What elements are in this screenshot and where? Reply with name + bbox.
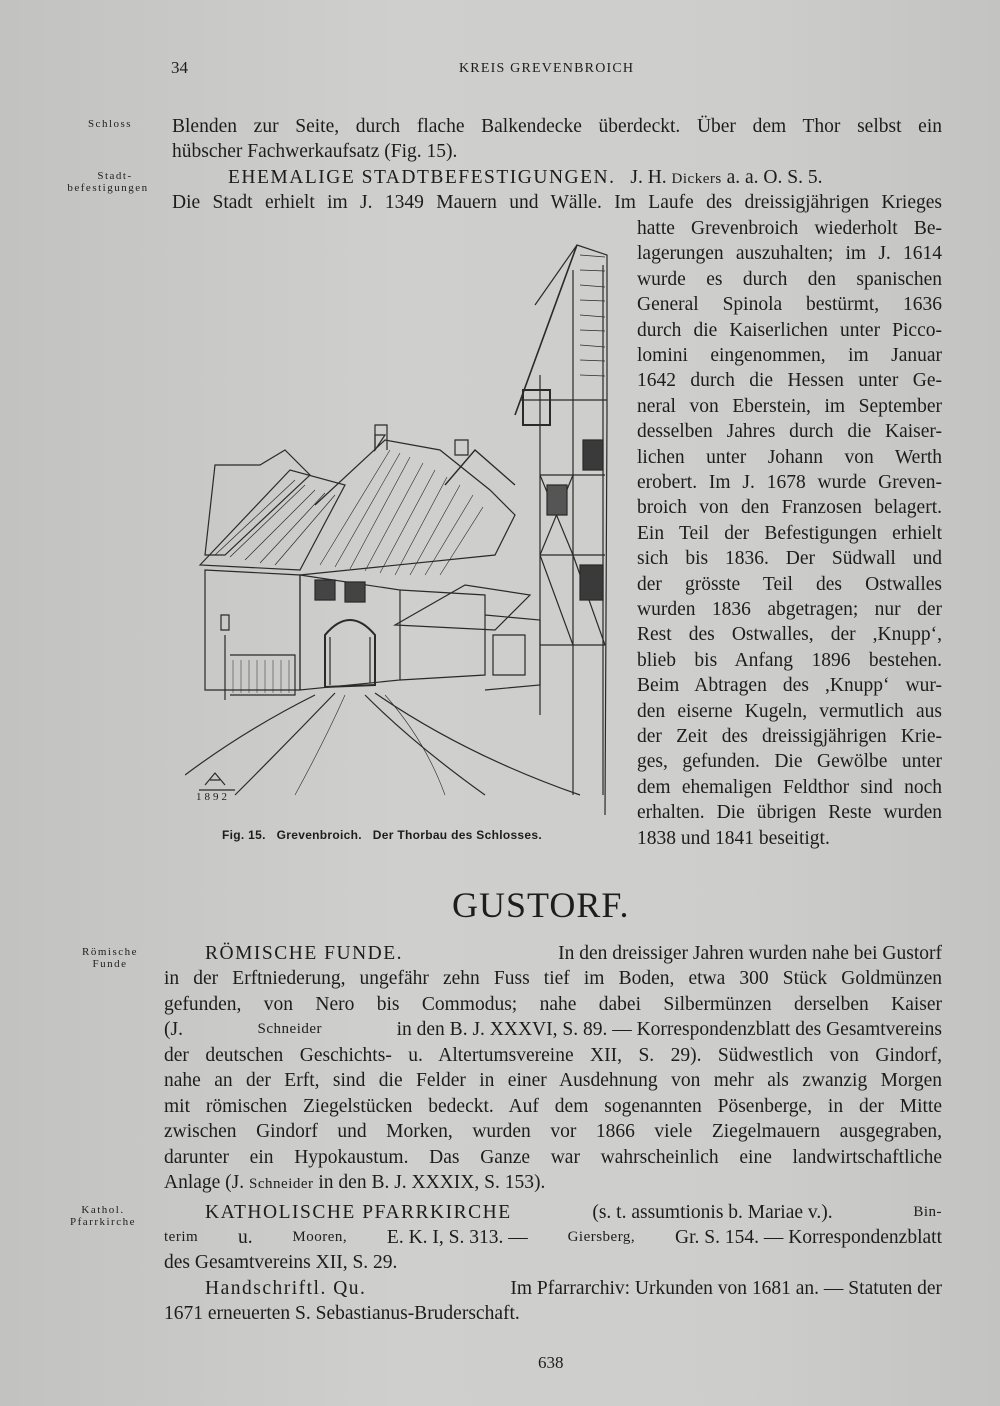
column-text-line: Beim Abtragen des ,Knupp‘ wur- (637, 675, 942, 697)
section-heading-pfarrkirche: KATHOLISCHE PFARRKIRCHE (s. t. assumtionis b. Mariae v.). Bin- (205, 1202, 942, 1223)
figure-signature: 1892 (196, 791, 230, 803)
column-text-line: Ein Teil der Befestigungen erhielt (637, 522, 942, 544)
column-text-line: broich von den Franzosen belagert. (637, 497, 942, 519)
text-line: in der Erftniederung, ungefähr zehn Fuss tief im Boden, etwa 300 Stück Goldmünzen (164, 968, 942, 989)
text-line: Blenden zur Seite, durch flache Balkendecke überdeckt. Über dem Thor selbst ein (172, 116, 942, 137)
column-text-line: desselben Jahres durch die Kaiser- (637, 421, 942, 443)
column-text-line: 1838 und 1841 beseitigt. (637, 827, 830, 849)
text-line: (J. Schneider in den B. J. XXXVI, S. 89. — Korrespondenzblatt des Gesamtvereins (164, 1019, 942, 1040)
column-text-line: erobert. Im J. 1678 wurde Greven- (637, 472, 942, 493)
column-text-line: hatte Grevenbroich wiederholt Be- (637, 218, 942, 239)
column-text-line: lichen unter Johann von Werth (637, 446, 942, 468)
margin-note-pfarrkirche: Kathol. Pfarrkirche (70, 1204, 136, 1228)
column-text-line: sich bis 1836. Der Südwall und (637, 548, 942, 570)
footer-page-number: 638 (538, 1353, 564, 1372)
text-line: zwischen Gindorf und Morken, wurden vor 1866 viele Ziegelmauern ausgegraben, (164, 1121, 942, 1142)
column-text-line: lagerungen auszuhalten; im J. 1614 (637, 243, 942, 265)
running-title: KREIS GREVENBROICH (459, 61, 635, 76)
text-line: Handschriftl. Qu. Im Pfarrarchiv: Urkunden von 1681 an. — Statuten der (205, 1278, 942, 1299)
column-text-line: wurde es durch den spanischen (637, 268, 942, 290)
text-line: der deutschen Geschichts- u. Altertumsvereine XII, S. 29). Südwestlich von Gindorf, (164, 1045, 942, 1066)
text-line: nahe an der Erft, sind die Felder in einer Ausdehnung von mehr als zwanzig Morgen (164, 1070, 942, 1091)
margin-note-schloss: Schloss (87, 118, 133, 130)
text-line: hübscher Fachwerkaufsatz (Fig. 15). (172, 141, 458, 162)
column-text-line: 1642 durch die Hessen unter Ge- (637, 370, 942, 392)
column-text-line: der grösste Teil des Ostwalles (637, 573, 942, 595)
text-line: des Gesamtvereins XII, S. 29. (164, 1252, 398, 1273)
column-text-line: neral von Eberstein, im September (637, 395, 942, 417)
column-text-line: dem ehemaligen Feldthor sind noch (637, 776, 942, 798)
text-line: darunter ein Hypokaustum. Das Ganze war wahrscheinlich eine landwirtschaftliche (164, 1147, 942, 1168)
column-text-line: blieb bis Anfang 1896 bestehen. (637, 649, 942, 671)
text-line: Anlage (J. Schneider in den B. J. XXXIX, S. 153). (164, 1172, 546, 1193)
column-text-line: ges, gefunden. Die Gewölbe unter (637, 751, 942, 773)
text-line: gefunden, von Nero bis Commodus; nahe dabei Silbermünzen derselben Kaiser (164, 994, 942, 1015)
text-line: mit römischen Ziegelstücken bedeckt. Auf dem sogenannten Pösenberge, in der Mitte (164, 1096, 942, 1117)
margin-note-roemische-funde: Römische Funde (82, 946, 138, 970)
column-text-line: lomini eingenommen, im Januar (637, 345, 942, 366)
column-text-line: erhalten. Die übrigen Reste wurden (637, 802, 942, 824)
column-text-line: durch die Kaiserlichen unter Picco- (637, 319, 942, 341)
page-number: 34 (171, 58, 188, 77)
figure-illustration (185, 235, 615, 825)
column-text-line: der Zeit des dreissigjährigen Krie- (637, 726, 942, 747)
section-title-gustorf: GUSTORF. (452, 885, 630, 925)
text-line: Die Stadt erhielt im J. 1349 Mauern und Wälle. Im Laufe des dreissigjährigen Krieges (172, 192, 942, 213)
text-line: 1671 erneuerten S. Sebastianus-Bruderschaft. (164, 1303, 520, 1324)
section-heading-stadtbefestigungen: EHEMALIGE STADTBEFESTIGUNGEN. J. H. Dickers a. a. O. S. 5. (228, 167, 823, 188)
column-text-line: General Spinola bestürmt, 1636 (637, 294, 942, 316)
text-line: terim u. Mooren, E. K. I, S. 313. — Giersberg, Gr. S. 154. — Korrespondenzblatt (164, 1227, 942, 1248)
column-text-line: Rest des Ostwalles, der ,Knupp‘, (637, 624, 942, 646)
figure-caption: Fig. 15. Grevenbroich. Der Thorbau des Schlosses. (222, 828, 542, 842)
column-text-line: wurden 1836 abgetragen; nur der (637, 599, 942, 620)
margin-note-stadtbefestigungen: Stadt- befestigungen (67, 170, 149, 194)
section-heading-roemische-funde: RÖMISCHE FUNDE. In den dreissiger Jahren wurden nahe bei Gustorf (205, 943, 942, 964)
column-text-line: den eiserne Kugeln, vermutlich aus (637, 700, 942, 722)
